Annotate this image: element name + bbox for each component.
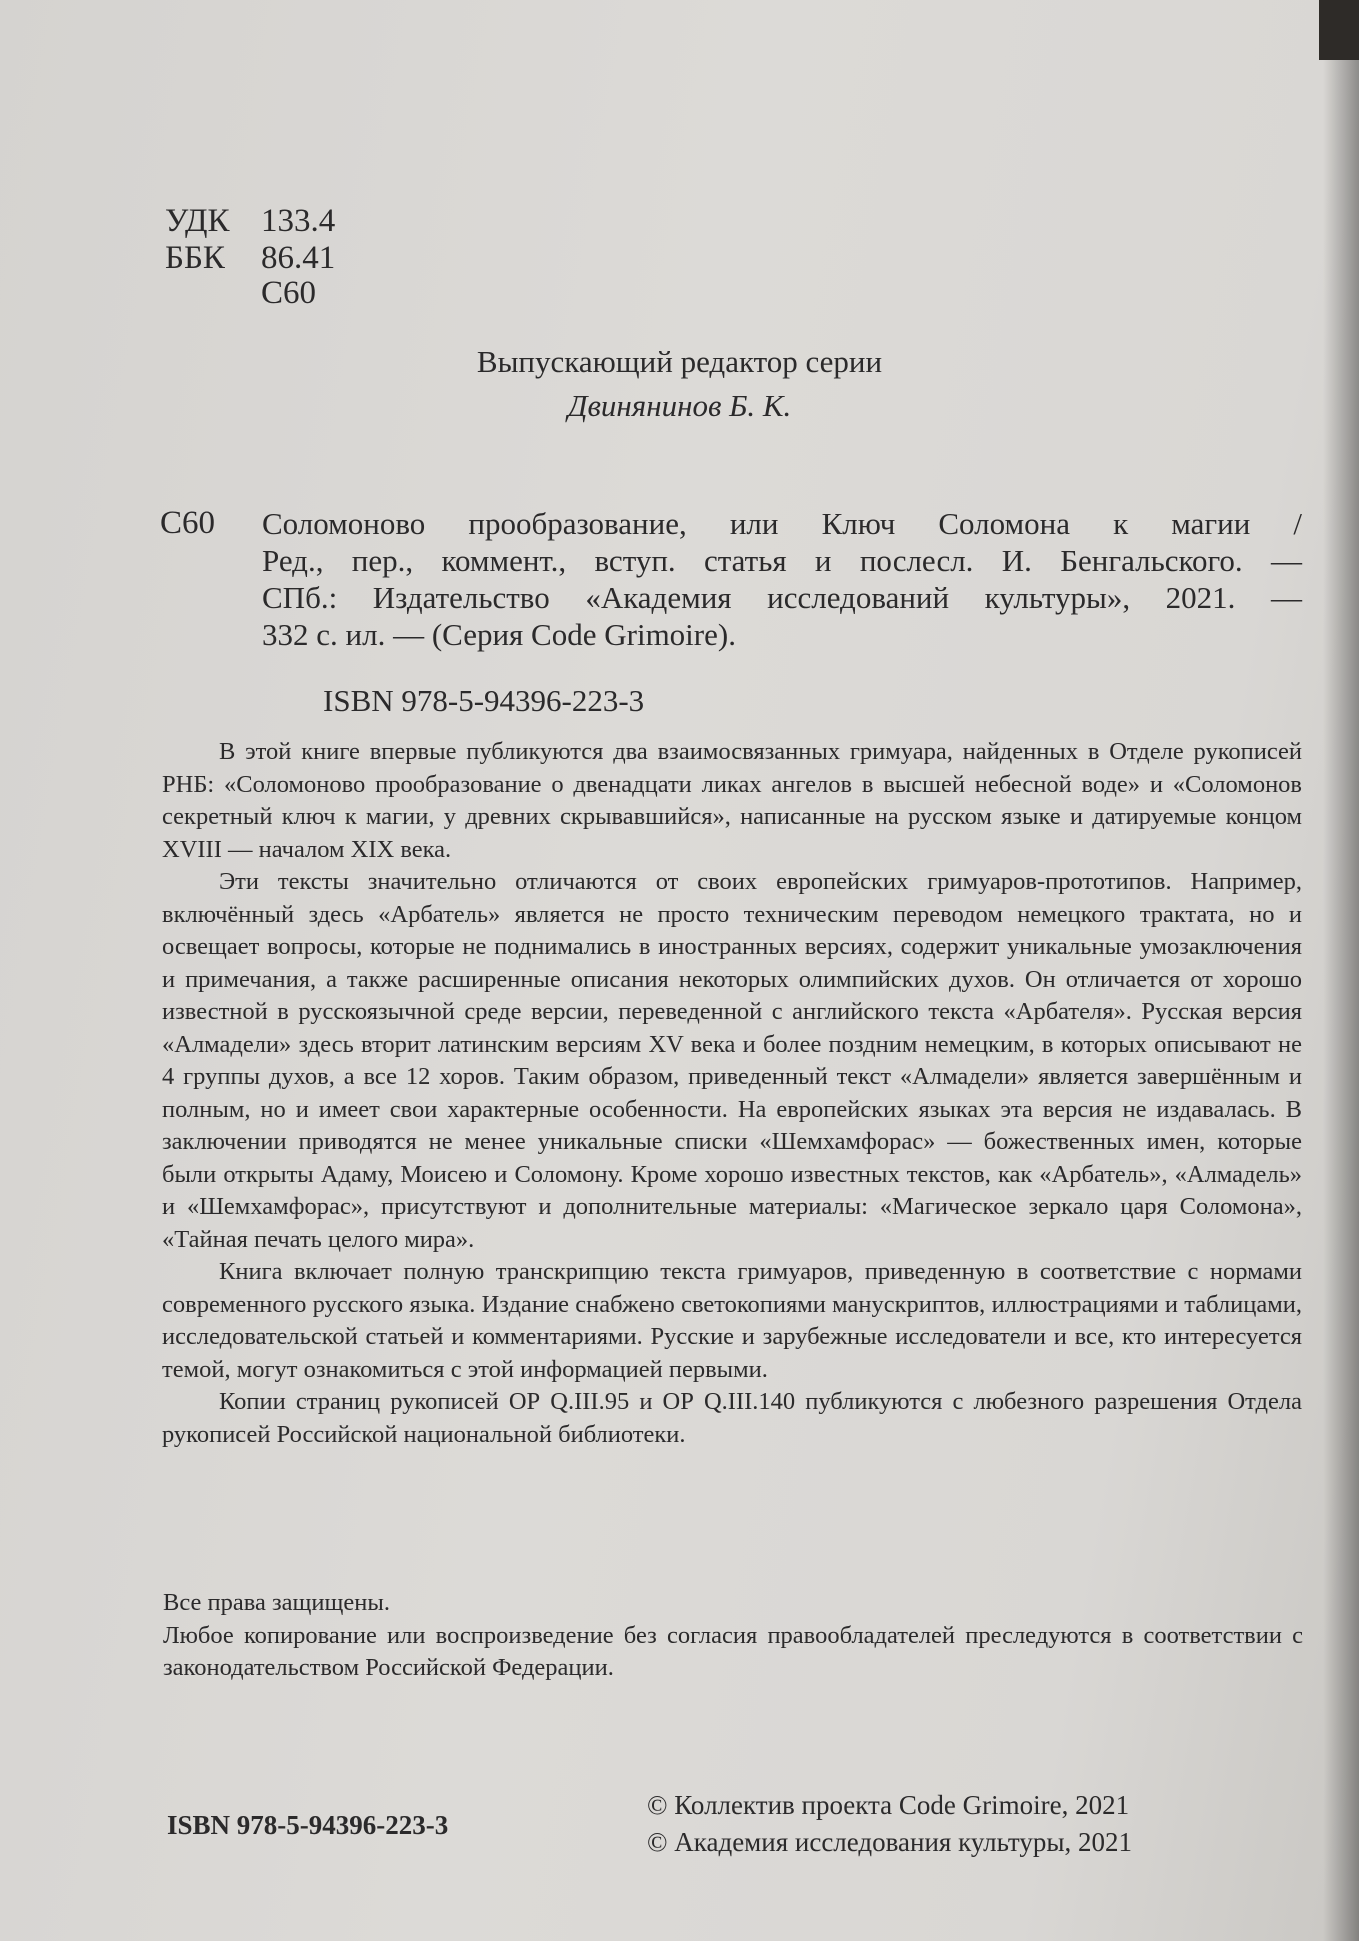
bbk-value: 86.41 [261,240,336,276]
bib-line: Соломоново прообразование, или Ключ Соломона к магии / [262,506,1302,541]
author-mark-line [165,275,316,312]
annotation-paragraph: Эти тексты значительно отличаются от своих европейских гримуаров-прототипов. Например, включённый здесь «Арбатель» является не просто техническим переводом немецкого трактата, но и освещает вопросы, которые не поднимались в иностранных версиях, содержит уникальные умозаключения и примечания, а также расширенные описания некоторых олимпийских духов. Он отличается от хорошо известной в русскоязычной среде версии, переведенной с английского текста «Арбателя». Русская версия «Алмадели» здесь вторит латинским версиям XV века и более поздним немецким, в которых описывают не 4 группы духов, а все 12 хоров. Таким образом, приведенный текст «Алмадели» является завершённым и полным, но и имеет свои характерные особенности. На европейских языках эта версия не издавалась. В заключении приводятся не менее уникальные списки «Шемхамфорас» — божественных имен, которые были открыты Адаму, Моисею и Соломону. Кроме хорошо известных текстов, как «Арбатель», «Алмадель» и «Шемхамфорас», присутствуют и дополнительные материалы: «Магическое зеркало царя Соломона», «Тайная печать целого мира». [162,868,1302,1253]
rights-notice [163,1587,1303,1685]
bibliographic-code: С60 [160,505,216,541]
page-corner-shadow [1319,0,1359,60]
annotation-paragraph: Книга включает полную транскрипцию текста гримуаров, приведенную в соответствие с нормами современного русского языка. Издание снабжено светокопиями манускриптов, иллюстрациями и таблицами, исследовательской статьей и комментариями. Русские и зарубежные исследователи и все, кто интересуется темой, могут ознакомиться с этой информацией первыми. [162,1258,1302,1383]
page-edge-shadow [1323,0,1359,1941]
udk-label: УДК [165,203,230,239]
bbk-label: ББК [165,240,225,276]
annotation [162,736,1302,1451]
bib-line: 332 с. ил. — (Серия Code Grimoire). [262,617,736,652]
editor-role: Выпускающий редактор серии [476,344,883,379]
udk-line [165,203,335,240]
rights-line: Все права защищены. [163,1589,390,1616]
editor-name: Двинянинов Б. К. [567,388,792,423]
isbn-record: ISBN 978-5-94396-223-3 [323,683,645,718]
annotation-paragraph: Копии страниц рукописей ОР Q.III.95 и ОР Q.III.140 публикуются с любезного разрешения Отдела рукописей Российской национальной библиотеки. [162,1388,1302,1448]
copyright-block [647,1787,1132,1861]
bib-line: Ред., пер., коммент., вступ. статья и послесл. И. Бенгальского. — [262,543,1302,578]
copyright-line: © Коллектив проекта Code Grimoire, 2021 [647,1790,1130,1820]
copyright-line: © Академия исследования культуры, 2021 [647,1827,1132,1857]
bib-line: СПб.: Издательство «Академия исследований культуры», 2021. — [262,580,1302,615]
bbk-line [165,240,335,277]
udk-value: 133.4 [261,203,336,239]
rights-line: Любое копирование или воспроизведение без согласия правообладателей преследуются в соответствии с законодательством Российской Федерации. [163,1621,1303,1681]
annotation-paragraph: В этой книге впервые публикуются два взаимосвязанных гримуара, найденных в Отделе рукописей РНБ: «Соломоново прообразование о двенадцати ликах ангелов в высшей небесной воде» и «Соломонов секретный ключ к магии, у древних скрывавшийся», написанные на русском языке и датируемые концом XVIII — началом XIX века. [162,738,1302,863]
footer-isbn: ISBN 978-5-94396-223-3 [167,1810,449,1840]
author-mark: С60 [261,275,317,311]
bibliographic-record [262,505,1302,653]
